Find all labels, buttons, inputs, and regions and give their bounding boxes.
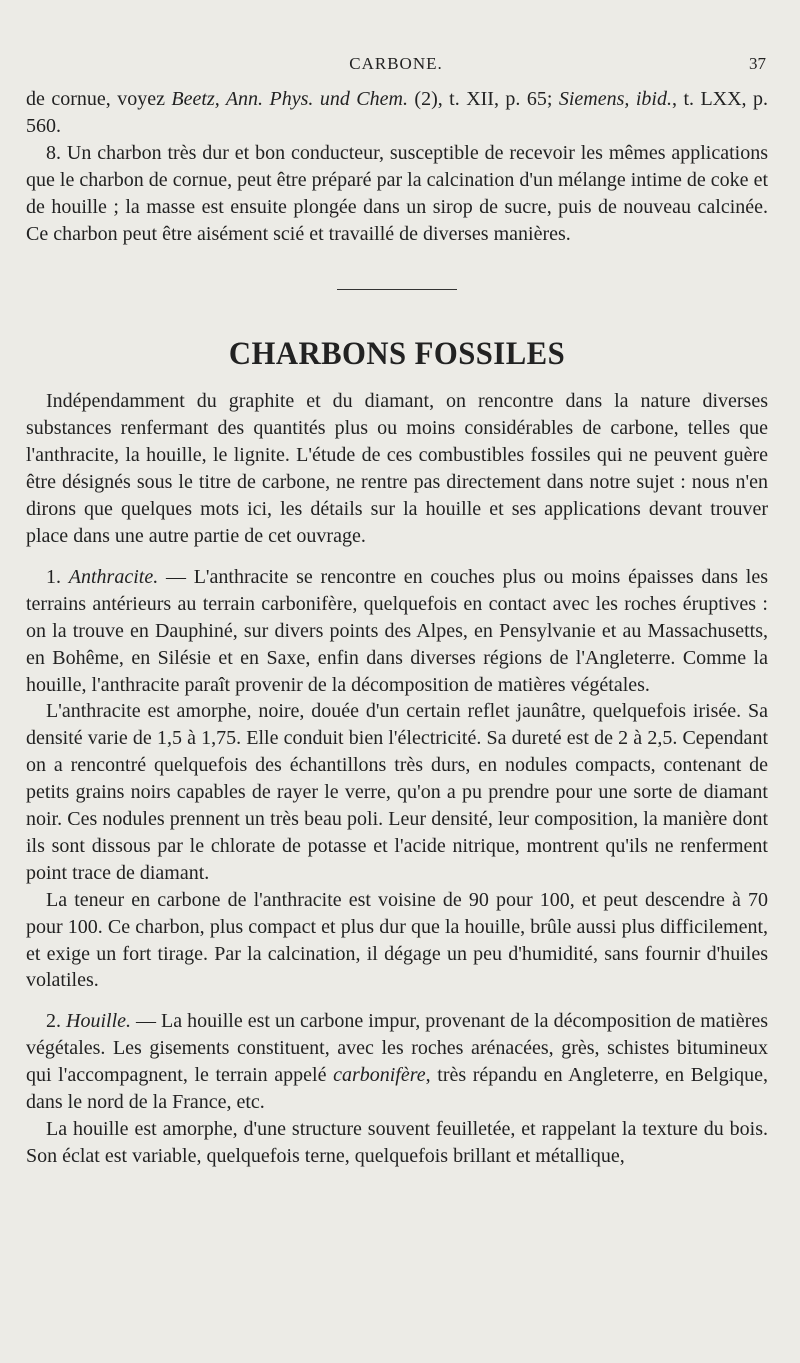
- text-run: de cornue, voyez: [26, 88, 172, 110]
- page-number: 37: [749, 54, 766, 73]
- item-number: 1.: [46, 565, 69, 588]
- text-run: (2), t. XII, p. 65;: [407, 88, 559, 110]
- term-houille: Houille.: [66, 1010, 132, 1033]
- section-title: CHARBONS FOSSILES: [228, 336, 566, 373]
- running-head: [26, 54, 766, 80]
- running-title: CARBONE.: [349, 54, 443, 73]
- text-run: — L'anthracite se rencontre en couches plus ou moins épaisses dans les terrains antérieurs au terrain carbonifère, quelquefois en contact avec les roches éruptives : on la trouve en Dauphiné, sur divers points des Alpes, en Pensylvanie et au Massachusetts, en Bohême, en Silésie et en Saxe, enfin dans diverses régions de l'Angleterre. Comme la houille, l'anthracite paraît provenir de la décomposition de matières végétales.: [26, 565, 768, 696]
- paragraph-anthracite-carbon: La teneur en carbone de l'anthracite est voisine de 90 pour 100, et peut descendre à 70 pour 100. Ce charbon, plus compact et plus dur que la houille, brûle aussi plus difficilement, et exige un fort tirage. Par la calcination, il dégage un peu d'humidité, sans fournir d'huiles volatiles.: [26, 888, 768, 992]
- body-text: [26, 86, 768, 1170]
- paragraph-intro: Indépendamment du graphite et du diamant, on rencontre dans la nature diverses substances renfermant des quantités plus ou moins considérables de carbone, telles que l'anthracite, la houille, le lignite. L'étude de ces combustibles fossiles qui ne peuvent guère être désignés sous le titre de carbone, ne rentre pas directement dans notre sujet : nous n'en dirons que quelques mots ici, les détails sur la houille et ses applications devant trouver place dans une autre partie de cet ouvrage.: [26, 390, 768, 547]
- term-anthracite: Anthracite.: [68, 565, 159, 588]
- paragraph-continuation: [26, 86, 768, 140]
- item-number: 2.: [46, 1010, 67, 1033]
- section-divider: [337, 289, 457, 290]
- reference-beetz: Beetz, Ann. Phys. und Chem.: [171, 88, 408, 110]
- paragraph-houille: [26, 1008, 768, 1116]
- paragraph-houille-structure: La houille est amorphe, d'une structure souvent feuilletée, et rappelant la texture du bois. Son éclat est variable, quelquefois terne, quelquefois brillant et métallique,: [26, 1118, 768, 1167]
- text-run: — La houille est un carbone impur, provenant de la décomposition de matières végétales. Les gisements constituent, avec les roches arénacées, grès, schistes bitumineux qui l'accompagnent, le terrain appelé: [26, 1010, 768, 1087]
- reference-siemens: Siemens, ibid.: [558, 88, 672, 110]
- paragraph-anthracite-properties: L'anthracite est amorphe, noire, douée d'un certain reflet jaunâtre, quelquefois irisée. Sa densité varie de 1,5 à 1,75. Elle conduit bien l'électricité. Sa dureté est de 2 à 2,5. Cependant on a rencontré quelquefois des échantillons très durs, en nodules compacts, contenant de petits grains noirs capables de rayer le verre, qu'on a pu prendre pour une sorte de diamant noir. Ces nodules prennent un très beau poli. Leur densité, leur composition, la manière dont ils sont dissous par le chlorate de potasse et l'acide nitrique, montrent qu'ils ne renferment point trace de diamant.: [26, 700, 768, 884]
- text-run: , très répandu en Angleterre, en Belgique, dans le nord de la France, etc.: [26, 1064, 769, 1114]
- text-run: , t. LXX, p. 560.: [26, 88, 769, 137]
- paragraph-anthracite: [26, 564, 768, 699]
- paragraph-8: 8. Un charbon très dur et bon conducteur, susceptible de recevoir les mêmes applications que le charbon de cornue, peut être préparé par la calcination d'un mélange intime de coke et de houille ; la masse est ensuite plongée dans un sirop de sucre, puis de nouveau calcinée. Ce charbon peut être aisément scié et travaillé de diverses manières.: [26, 141, 768, 245]
- term-carbonifere: carbonifère: [333, 1064, 426, 1087]
